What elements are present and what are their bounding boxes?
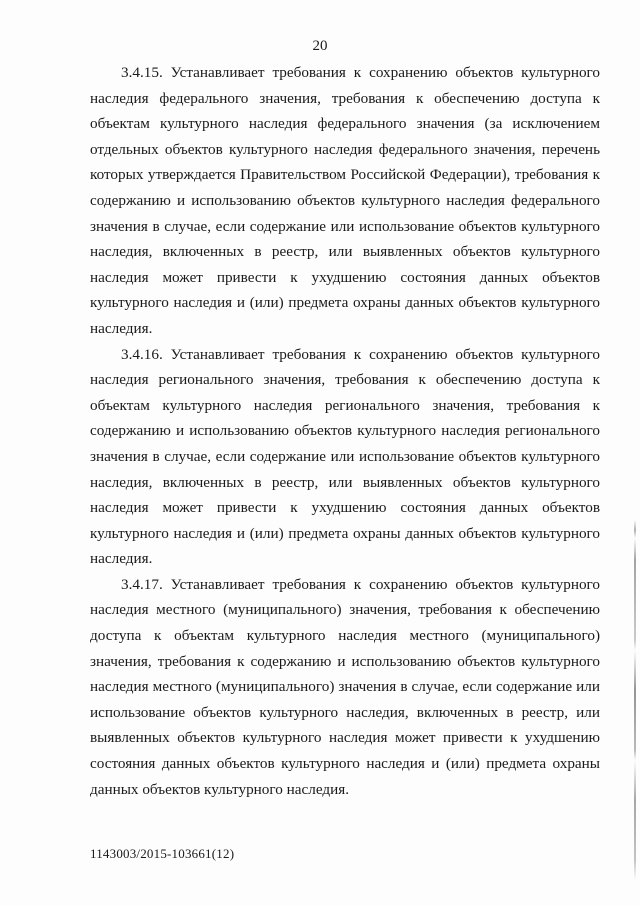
document-code: 1143003/2015-103661(12) (90, 846, 235, 861)
document-body (90, 60, 600, 802)
scan-edge-artifact (634, 520, 636, 880)
paragraph-3-4-15: 3.4.15. Устанавливает требования к сохранению объектов культурного наследия федерального значения, требования к обеспечению доступа к объектам культурного наследия федерального значения (за исключением отдельных объектов культурного наследия федерального значения, перечень которых утверждается Правительством Российской Федерации), требования к содержанию и использованию объектов культурного наследия федерального значения в случае, если содержание или использование объектов культурного наследия, включенных в реестр, или выявленных объектов культурного наследия может привести к ухудшению состояния данных объектов культурного наследия и (или) предмета охраны данных объектов культурного наследия. (90, 64, 600, 337)
paragraph-3-4-16: 3.4.16. Устанавливает требования к сохранению объектов культурного наследия регионального значения, требования к обеспечению доступа к объектам культурного наследия регионального значения, требования к содержанию и использованию объектов культурного наследия регионального значения в случае, если содержание или использование объектов культурного наследия, включенных в реестр, или выявленных объектов культурного наследия может привести к ухудшению состояния данных объектов культурного наследия и (или) предмета охраны данных объектов культурного наследия. (90, 345, 600, 568)
page-number: 20 (312, 38, 328, 54)
paragraph-3-4-17: 3.4.17. Устанавливает требования к сохранению объектов культурного наследия местного (муниципального) значения, требования к обеспечению доступа к объектам культурного наследия местного (муниципального) значения, требования к содержанию и использованию объектов культурного наследия местного (муниципального) значения в случае, если содержание или использование объектов культурного наследия, включенных в реестр, или выявленных объектов культурного наследия может привести к ухудшению состояния данных объектов культурного наследия и (или) предмета охраны данных объектов культурного наследия. (90, 575, 600, 798)
